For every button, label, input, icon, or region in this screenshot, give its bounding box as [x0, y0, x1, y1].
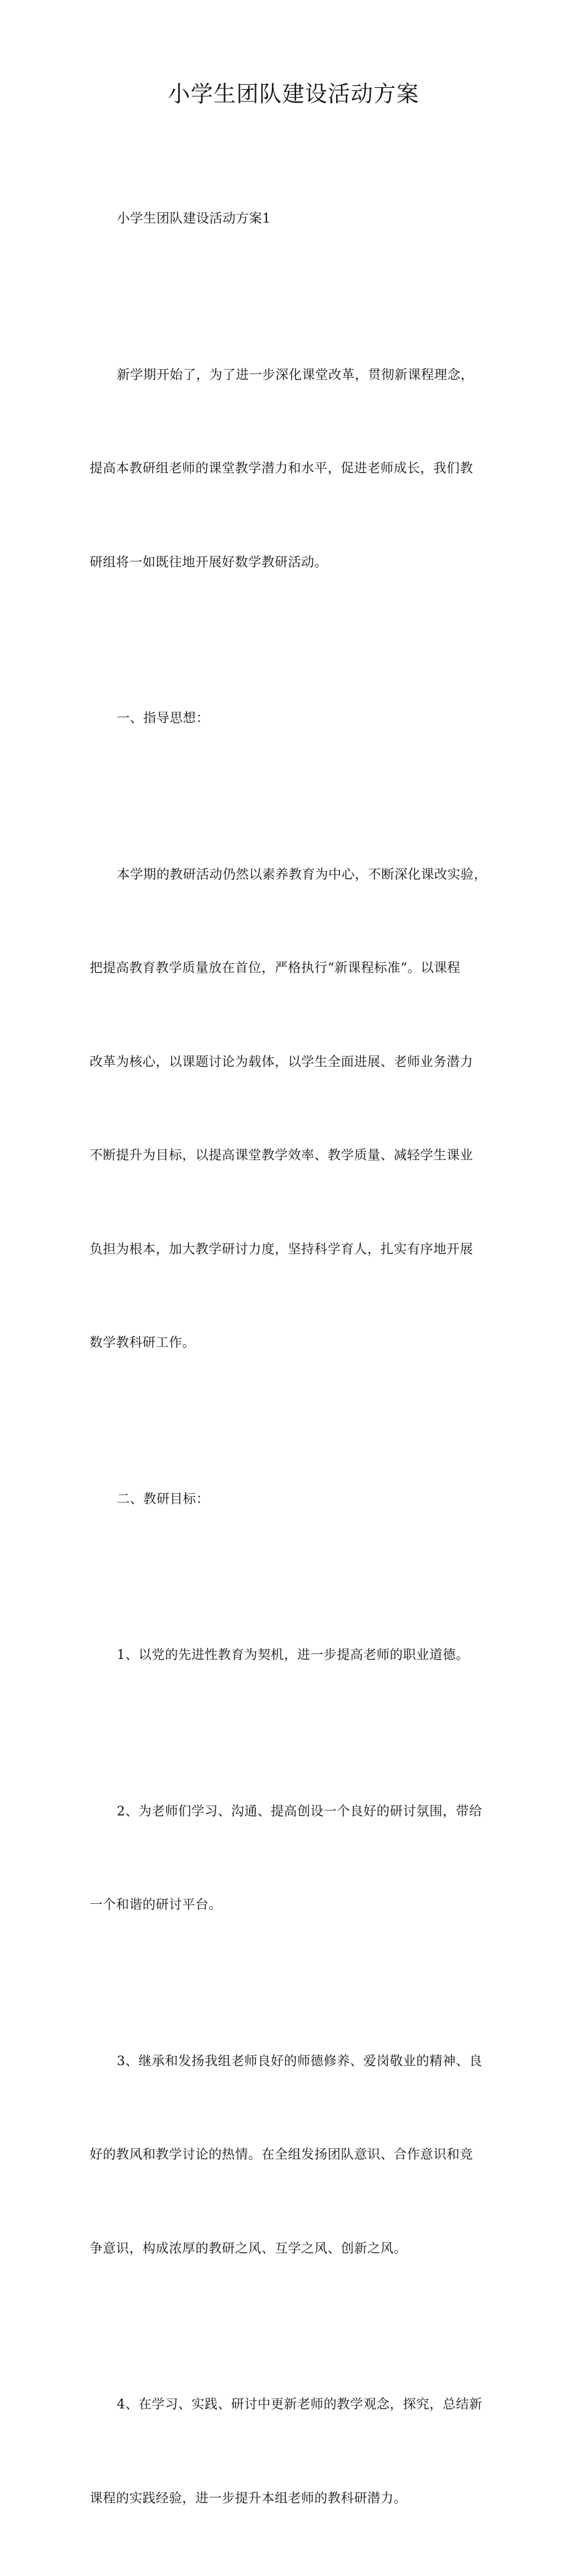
text-line: 新学期开始了，为了进一步深化课堂改革，贯彻新课程理念， — [117, 367, 474, 382]
text-line: 本学期的教研活动仍然以素养教育为中心，不断深化课改实验， — [117, 866, 488, 882]
text-line: 4、在学习、实践、研讨中更新老师的教学观念，探究，总结新 — [117, 2397, 483, 2412]
text-line: 一个和谐的研讨平台。 — [90, 1897, 222, 1912]
paragraph-guiding-thought — [90, 796, 510, 1421]
list-item-goal-4 — [90, 2326, 510, 2576]
text-line: 小学生团队建设活动方案1 — [117, 211, 271, 226]
list-item-goal-3 — [90, 1983, 510, 2327]
text-line: 研组将一如既往地开展好数学教研活动。 — [90, 554, 328, 569]
list-item-goal-2 — [90, 1733, 510, 1983]
paragraph-intro — [90, 297, 510, 641]
document-body — [90, 140, 510, 2576]
list-item-goal-1 — [90, 1577, 510, 1733]
text-line: 争意识，构成浓厚的教研之风、互学之风、创新之风。 — [90, 2240, 407, 2256]
text-line: 二、教研目标： — [117, 1491, 209, 1506]
text-line: 负担为根本，加大教学研讨力度，坚持科学育人，扎实有序地开展 — [90, 1241, 473, 1256]
section-heading-guiding-thought — [90, 640, 510, 796]
text-line: 数学教科研工作。 — [90, 1335, 196, 1350]
text-line: 提高本教研组老师的课堂教学潜力和水平，促进老师成长，我们教 — [90, 461, 473, 476]
text-line: 好的教风和教学讨论的热情。在全组发扬团队意识、合作意识和竞 — [90, 2147, 473, 2162]
text-line: 把提高教育教学质量放在首位，严格执行“新课程标准”。以课程 — [90, 960, 461, 975]
text-line: 不断提升为目标，以提高课堂教学效率、教学质量、减轻学生课业 — [90, 1148, 473, 1162]
text-line: 1、以党的先进性教育为契机，进一步提高老师的职业道德。 — [117, 1647, 470, 1662]
text-line: 改革为核心，以课题讨论为载体，以学生全面进展、老师业务潜力 — [90, 1054, 473, 1069]
text-line: 一、指导思想： — [117, 710, 209, 725]
text-line: 2、为老师们学习、沟通、提高创设一个良好的研讨氛围，带给 — [117, 1803, 483, 1819]
paragraph-subtitle — [90, 140, 510, 297]
text-line: 课程的实践经验，进一步提升本组老师的教科研潜力。 — [90, 2490, 407, 2506]
document-title: 小学生团队建设活动方案 — [167, 82, 420, 107]
text-line: 3、继承和发扬我组老师良好的师德修养、爱岗敬业的精神、良 — [117, 2053, 483, 2068]
section-heading-research-goals — [90, 1421, 510, 1577]
